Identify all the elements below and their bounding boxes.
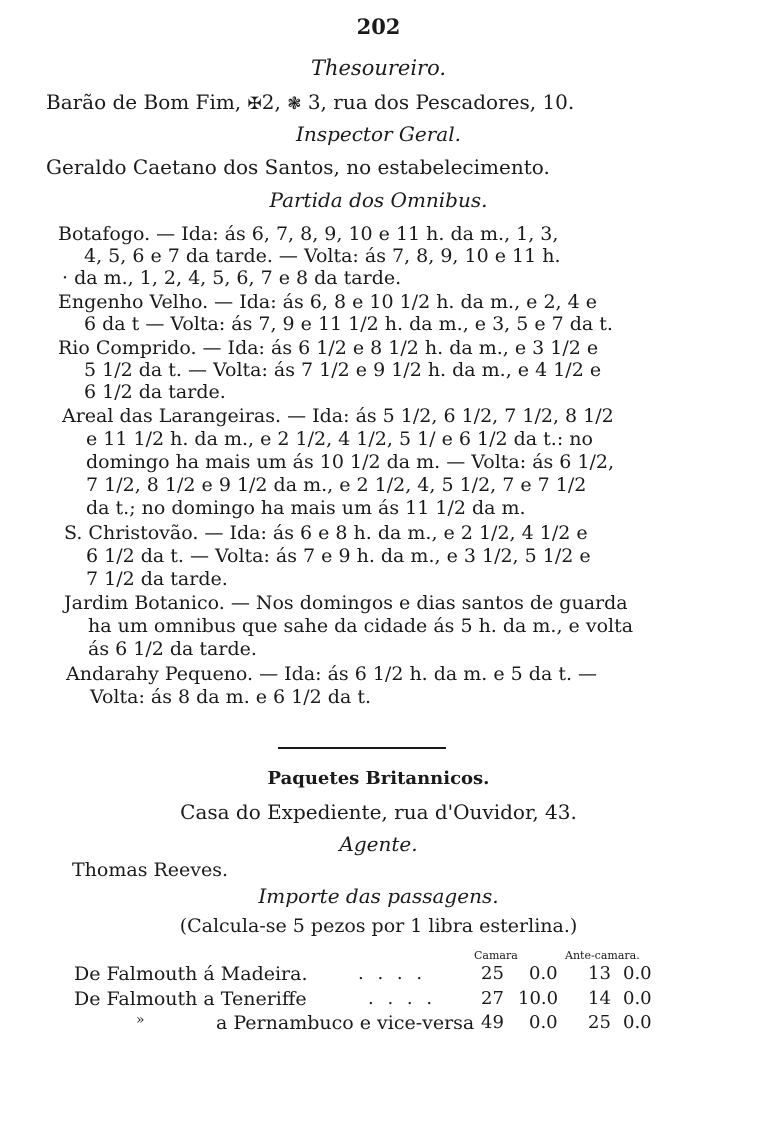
omnibus-line: Areal das Larangeiras. — Ida: ás 5 1/2, 6 1/2, 7 1/2, 8 1/2 — [62, 405, 614, 427]
omnibus-line: 4, 5, 6 e 7 da tarde. — Volta: ás 7, 8, 9, 10 e 11 h. — [84, 245, 561, 267]
omnibus-line: S. Christovão. — Ida: ás 6 e 8 h. da m., e 2 1/2, 4 1/2 e — [64, 522, 588, 544]
paquetes-address: Casa do Expediente, rua d'Ouvidor, 43. — [180, 800, 577, 824]
camara-pounds: 27 — [481, 988, 504, 1009]
omnibus-line: ha um omnibus que sahe da cidade ás 5 h. da m., e volta — [88, 615, 634, 637]
omnibus-line: · da m., 1, 2, 4, 5, 6, 7 e 8 da tarde. — [62, 267, 402, 289]
inspector-line: Geraldo Caetano dos Santos, no estabelecimento. — [46, 155, 550, 179]
ante-camara-shillings: 0.0 — [623, 988, 652, 1009]
omnibus-line: e 11 1/2 h. da m., e 2 1/2, 4 1/2, 5 1/ e 6 1/2 da t.: no — [86, 428, 593, 450]
fares-note: (Calcula-se 5 pezos por 1 libra esterlina.) — [179, 915, 578, 937]
agent-name: Thomas Reeves. — [72, 859, 229, 881]
thesoureiro-name: Barão de Bom Fim, — [46, 90, 242, 114]
omnibus-line: domingo ha mais um ás 10 1/2 da m. — Volta: ás 6 1/2, — [86, 451, 615, 473]
omnibus-line: 7 1/2, 8 1/2 e 9 1/2 da m., e 2 1/2, 4, 5 1/2, 7 e 7 1/2 — [86, 474, 587, 496]
section-divider — [278, 747, 446, 749]
thesoureiro-heading: Thesoureiro. — [310, 56, 447, 80]
omnibus-line: Botafogo. — Ida: ás 6, 7, 8, 9, 10 e 11 h. da m., 1, 3, — [58, 223, 559, 245]
omnibus-line: Jardim Botanico. — Nos domingos e dias santos de guarda — [64, 592, 628, 614]
camara-pounds: 49 — [481, 1012, 504, 1033]
omnibus-line: Engenho Velho. — Ida: ás 6, 8 e 10 1/2 h. da m., e 2, 4 e — [58, 291, 597, 313]
column-header-camara: Camara — [474, 949, 518, 962]
order1-number: 2, — [261, 90, 281, 114]
ante-camara-pounds: 13 — [588, 963, 611, 984]
omnibus-line: 6 1/2 da tarde. — [84, 381, 226, 403]
ante-camara-shillings: 0.0 — [623, 963, 652, 984]
omnibus-line: da t.; no domingo ha mais um ás 11 1/2 da m. — [86, 497, 526, 519]
agent-heading: Agente. — [339, 832, 418, 856]
paquetes-heading: Paquetes Britannicos. — [267, 768, 490, 789]
omnibus-line: 7 1/2 da tarde. — [86, 568, 228, 590]
order-cross-symbol: ✠ — [247, 94, 262, 114]
column-header-ante-camara: Ante-camara. — [565, 949, 640, 962]
route-name: De Falmouth a Teneriffe — [74, 988, 307, 1010]
omnibus-line: 6 da t — Volta: ás 7, 9 e 11 1/2 h. da m., e 3, 5 e 7 da t. — [84, 313, 613, 335]
order-rose-symbol: ❃ — [287, 94, 302, 114]
camara-pounds: 25 — [481, 963, 504, 984]
leader-dots: . . . . — [368, 988, 437, 1009]
route-name: De Falmouth á Madeira. — [74, 963, 308, 985]
ante-camara-pounds: 14 — [588, 988, 611, 1009]
inspector-heading: Inspector Geral. — [296, 122, 461, 146]
ante-camara-shillings: 0.0 — [623, 1012, 652, 1033]
ante-camara-pounds: 25 — [588, 1012, 611, 1033]
page-number: 202 — [356, 14, 401, 39]
route-name: a Pernambuco e vice-versa — [216, 1012, 475, 1034]
leader-dots: . . . . — [358, 963, 427, 984]
omnibus-line: 6 1/2 da t. — Volta: ás 7 e 9 h. da m., e 3 1/2, 5 1/2 e — [86, 545, 591, 567]
omnibus-line: 5 1/2 da t. — Volta: ás 7 1/2 e 9 1/2 h. da m., e 4 1/2 e — [84, 359, 602, 381]
camara-shillings: 0.0 — [529, 963, 558, 984]
thesoureiro-address: 3, rua dos Pescadores, 10. — [307, 90, 575, 114]
thesoureiro-line — [46, 90, 574, 116]
camara-shillings: 0.0 — [529, 1012, 558, 1033]
omnibus-line: Andarahy Pequeno. — Ida: ás 6 1/2 h. da m. e 5 da t. — — [66, 663, 598, 685]
fares-heading: Importe das passagens. — [258, 884, 499, 908]
omnibus-line: Volta: ás 8 da m. e 6 1/2 da t. — [90, 686, 372, 708]
omnibus-heading: Partida dos Omnibus. — [269, 188, 488, 212]
camara-shillings: 10.0 — [518, 988, 559, 1009]
ditto-mark: » — [136, 1012, 145, 1028]
omnibus-line: ás 6 1/2 da tarde. — [88, 638, 257, 660]
omnibus-line: Rio Comprido. — Ida: ás 6 1/2 e 8 1/2 h. da m., e 3 1/2 e — [58, 337, 599, 359]
